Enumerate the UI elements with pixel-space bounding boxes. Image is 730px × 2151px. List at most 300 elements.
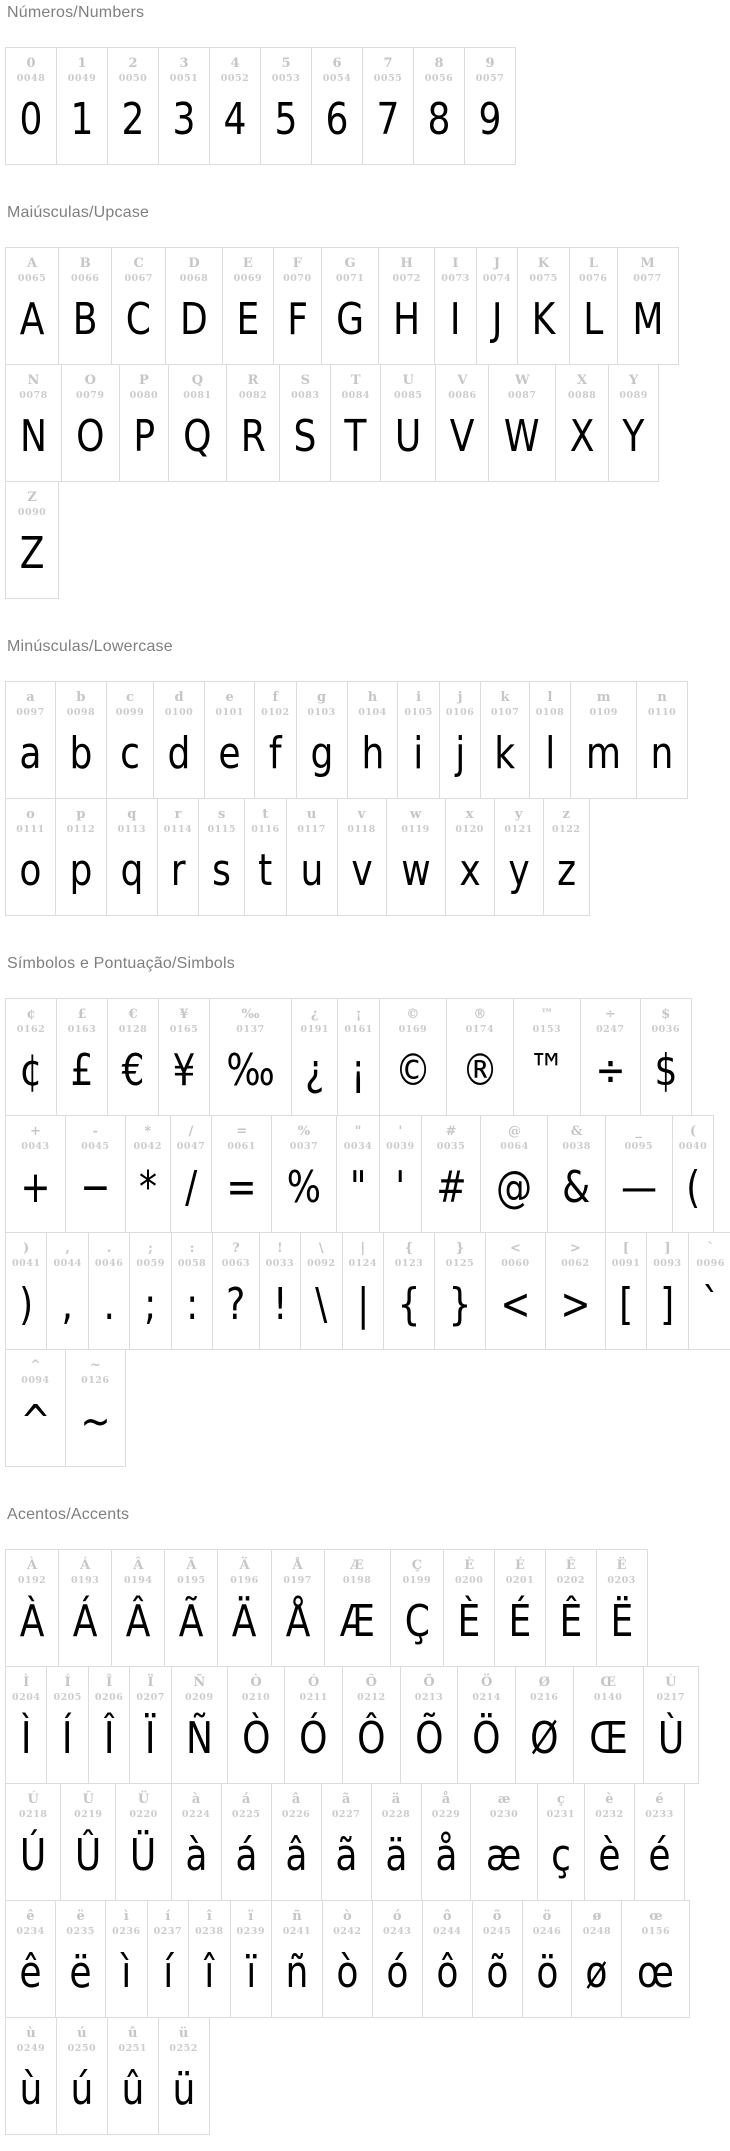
font-glyph: o xyxy=(19,845,42,896)
unicode-code: 0207 xyxy=(136,1692,165,1703)
glyph-cell xyxy=(362,47,414,165)
glyph-cell xyxy=(688,1232,730,1350)
glyph-cell xyxy=(555,364,609,482)
font-glyph: { xyxy=(397,1279,421,1330)
unicode-code: 0201 xyxy=(505,1575,535,1586)
glyph-cell xyxy=(271,1783,322,1901)
font-glyph: v xyxy=(350,845,373,896)
font-glyph: A xyxy=(19,294,45,345)
font-glyph: Í xyxy=(62,1713,74,1764)
glyph-section xyxy=(5,1505,730,2135)
font-glyph: 6 xyxy=(325,94,349,145)
glyph-cell xyxy=(157,798,199,916)
glyph-cell xyxy=(5,1783,61,1901)
font-glyph: T xyxy=(344,411,367,462)
glyph-cell xyxy=(5,1349,66,1467)
reference-glyph: l xyxy=(547,690,553,705)
glyph-cell xyxy=(296,681,348,799)
reference-glyph: ÷ xyxy=(604,1007,616,1022)
reference-glyph: ^ xyxy=(29,1358,41,1373)
unicode-code: 0076 xyxy=(579,273,608,284)
glyph-cell xyxy=(330,364,381,482)
glyph-section xyxy=(5,954,730,1467)
reference-glyph: Y xyxy=(628,373,639,388)
font-glyph: H xyxy=(393,294,421,345)
glyph-cell xyxy=(337,998,379,1116)
unicode-code: 0105 xyxy=(404,707,433,718)
reference-glyph: å xyxy=(441,1792,451,1807)
reference-glyph: Æ xyxy=(350,1558,364,1573)
reference-glyph: 9 xyxy=(485,56,495,71)
glyph-cell xyxy=(5,1115,66,1233)
glyph-cell xyxy=(158,998,210,1116)
reference-glyph: ¥ xyxy=(179,1007,189,1022)
font-glyph: b xyxy=(69,728,93,779)
reference-glyph: ¿ xyxy=(310,1007,319,1022)
unicode-code: 0234 xyxy=(16,1926,45,1937)
glyph-cell xyxy=(198,798,245,916)
glyph-cell xyxy=(171,1783,222,1901)
font-glyph: û xyxy=(121,2064,145,2115)
glyph-row xyxy=(5,1783,730,1901)
reference-glyph: E xyxy=(242,256,253,271)
reference-glyph: Ú xyxy=(27,1792,39,1807)
reference-glyph: 4 xyxy=(230,56,240,71)
unicode-code: 0161 xyxy=(344,1024,373,1035)
unicode-code: 0245 xyxy=(482,1926,512,1937)
glyph-cell xyxy=(105,1900,147,2018)
font-glyph: ï xyxy=(245,1947,256,1998)
glyph-row xyxy=(5,364,730,482)
unicode-code: 0174 xyxy=(465,1024,495,1035)
reference-glyph: ë xyxy=(76,1909,85,1924)
unicode-code: 0220 xyxy=(129,1809,158,1820)
glyph-cell xyxy=(279,364,331,482)
glyph-row xyxy=(5,998,730,1116)
font-glyph: æ xyxy=(486,1830,522,1881)
glyph-cell xyxy=(522,1900,573,2018)
reference-glyph: X xyxy=(577,373,588,388)
glyph-cell xyxy=(543,798,590,916)
glyph-cell xyxy=(537,1783,585,1901)
glyph-cell xyxy=(259,1232,301,1350)
reference-glyph: D xyxy=(188,256,200,271)
font-glyph: t xyxy=(258,845,273,896)
unicode-code: 0204 xyxy=(12,1692,41,1703)
reference-glyph: t xyxy=(262,807,269,822)
glyph-cell xyxy=(386,798,446,916)
glyph-cell xyxy=(88,1666,130,1784)
glyph-cell xyxy=(605,1232,647,1350)
font-glyph: h xyxy=(361,728,384,779)
unicode-code: 0049 xyxy=(67,73,97,84)
reference-glyph: ™ xyxy=(540,1007,554,1022)
glyph-cell xyxy=(5,1232,47,1350)
glyph-cell xyxy=(158,2017,210,2135)
reference-glyph: Ò xyxy=(250,1675,262,1690)
font-glyph: Ó xyxy=(299,1713,328,1764)
unicode-code: 0110 xyxy=(647,707,677,718)
unicode-code: 0229 xyxy=(431,1809,461,1820)
font-glyph: ® xyxy=(461,1045,498,1096)
glyph-cell xyxy=(434,247,476,365)
glyph-row xyxy=(5,1232,730,1350)
glyph-cell xyxy=(480,1115,548,1233)
font-glyph: ( xyxy=(685,1162,701,1213)
unicode-code: 0075 xyxy=(529,273,558,284)
unicode-code: 0097 xyxy=(16,707,45,718)
reference-glyph: { xyxy=(404,1241,414,1256)
font-glyph: − xyxy=(80,1162,111,1213)
font-glyph: ô xyxy=(436,1947,459,1998)
reference-glyph: r xyxy=(174,807,182,822)
glyph-cell xyxy=(488,364,556,482)
reference-glyph: Ã xyxy=(186,1558,197,1573)
reference-glyph: ; xyxy=(148,1241,153,1256)
reference-glyph: ú xyxy=(77,2026,87,2041)
font-glyph: ‰ xyxy=(226,1045,275,1096)
glyph-cell xyxy=(443,1549,495,1667)
font-glyph: Ü xyxy=(130,1830,157,1881)
unicode-code: 0033 xyxy=(265,1258,295,1269)
glyph-cell xyxy=(337,798,387,916)
font-glyph: ¡ xyxy=(351,1045,366,1096)
glyph-cell xyxy=(379,1115,421,1233)
glyph-cell xyxy=(485,1232,546,1350)
glyph-cell xyxy=(46,1666,88,1784)
glyph-row xyxy=(5,1349,730,1467)
unicode-code: 0068 xyxy=(179,273,209,284)
unicode-code: 0062 xyxy=(561,1258,590,1269)
reference-glyph: ¢ xyxy=(26,1007,36,1022)
font-glyph: " xyxy=(349,1162,367,1213)
unicode-code: 0118 xyxy=(347,824,376,835)
reference-glyph: í xyxy=(165,1909,171,1924)
reference-glyph: $ xyxy=(661,1007,671,1022)
font-glyph: ç xyxy=(550,1830,571,1881)
glyph-cell xyxy=(222,247,274,365)
font-glyph: 5 xyxy=(274,94,298,145)
glyph-cell xyxy=(422,1900,473,2018)
font-glyph: 8 xyxy=(427,94,451,145)
unicode-code: 0073 xyxy=(441,273,470,284)
unicode-code: 0233 xyxy=(645,1809,674,1820)
glyph-cell xyxy=(55,798,107,916)
reference-glyph: ò xyxy=(342,1909,352,1924)
glyph-cell xyxy=(221,1783,272,1901)
font-glyph: Æ xyxy=(339,1596,375,1647)
font-glyph: E xyxy=(236,294,260,345)
glyph-cell xyxy=(643,1666,699,1784)
glyph-table xyxy=(5,1549,730,2135)
unicode-code: 0242 xyxy=(333,1926,362,1937)
unicode-code: 0251 xyxy=(118,2043,147,2054)
reference-glyph: Ë xyxy=(616,1558,627,1573)
reference-glyph: : xyxy=(189,1241,195,1256)
unicode-code: 0045 xyxy=(81,1141,110,1152)
unicode-code: 0237 xyxy=(153,1926,183,1937)
font-glyph: ? xyxy=(226,1279,246,1330)
font-glyph: ¢ xyxy=(19,1045,43,1096)
unicode-code: 0203 xyxy=(607,1575,636,1586)
unicode-code: 0247 xyxy=(596,1024,625,1035)
unicode-code: 0137 xyxy=(236,1024,265,1035)
reference-glyph: ü xyxy=(178,2026,189,2041)
glyph-cell xyxy=(5,681,56,799)
unicode-code: 0091 xyxy=(611,1258,641,1269)
font-glyph: D xyxy=(180,294,208,345)
reference-glyph: # xyxy=(445,1124,457,1139)
section-title: Acentos/Accents xyxy=(7,1506,130,1523)
font-glyph: Î xyxy=(103,1713,115,1764)
glyph-cell xyxy=(634,1783,685,1901)
reference-glyph: M xyxy=(640,256,655,271)
glyph-cell xyxy=(106,798,158,916)
unicode-code: 0078 xyxy=(19,390,48,401)
reference-glyph: Ø xyxy=(538,1675,550,1690)
reference-glyph: Ù xyxy=(665,1675,677,1690)
unicode-code: 0202 xyxy=(556,1575,586,1586)
unicode-code: 0124 xyxy=(348,1258,377,1269)
glyph-row xyxy=(5,1115,730,1233)
unicode-code: 0165 xyxy=(169,1024,199,1035)
glyph-section xyxy=(5,637,730,916)
font-glyph: V xyxy=(450,411,475,462)
font-glyph: & xyxy=(562,1162,591,1213)
unicode-code: 0059 xyxy=(136,1258,165,1269)
reference-glyph: W xyxy=(514,373,530,388)
glyph-cell xyxy=(517,247,570,365)
font-glyph: ê xyxy=(19,1947,42,1998)
reference-glyph: I xyxy=(452,256,459,271)
font-glyph: ^ xyxy=(20,1396,51,1447)
unicode-code: 0212 xyxy=(357,1692,386,1703)
unicode-code: 0122 xyxy=(552,824,581,835)
reference-glyph: î xyxy=(206,1909,212,1924)
reference-glyph: Z xyxy=(27,490,37,505)
font-glyph: à xyxy=(185,1830,208,1881)
glyph-table xyxy=(5,998,730,1467)
reference-glyph: V xyxy=(457,373,468,388)
section-title: Minúsculas/Lowercase xyxy=(7,638,173,655)
font-glyph: Û xyxy=(75,1830,102,1881)
glyph-cell xyxy=(584,1783,635,1901)
unicode-code: 0121 xyxy=(504,824,533,835)
font-glyph: q xyxy=(120,845,144,896)
glyph-cell xyxy=(211,1115,272,1233)
unicode-code: 0044 xyxy=(53,1258,82,1269)
unicode-code: 0216 xyxy=(530,1692,559,1703)
reference-glyph: Ì xyxy=(23,1675,30,1690)
glyph-cell xyxy=(273,247,322,365)
glyph-cell xyxy=(640,998,692,1116)
font-glyph: d xyxy=(167,728,191,779)
font-glyph: Á xyxy=(72,1596,98,1647)
unicode-code: 0047 xyxy=(176,1141,206,1152)
glyph-cell xyxy=(271,1115,337,1233)
font-glyph: ø xyxy=(585,1947,608,1998)
glyph-cell xyxy=(129,1666,171,1784)
unicode-code: 0038 xyxy=(562,1141,591,1152)
unicode-code: 0252 xyxy=(169,2043,198,2054)
reference-glyph: ? xyxy=(232,1241,240,1256)
unicode-code: 0048 xyxy=(16,73,46,84)
reference-glyph: Ñ xyxy=(193,1675,206,1690)
font-glyph: Ö xyxy=(472,1713,501,1764)
unicode-code: 0219 xyxy=(74,1809,103,1820)
font-glyph: Q xyxy=(183,411,212,462)
unicode-code: 0064 xyxy=(500,1141,529,1152)
font-glyph: = xyxy=(226,1162,257,1213)
glyph-cell xyxy=(547,1115,605,1233)
reference-glyph: è xyxy=(605,1792,614,1807)
glyph-cell xyxy=(322,1900,373,2018)
reference-glyph: R xyxy=(247,373,259,388)
font-glyph: ' xyxy=(395,1162,406,1213)
font-glyph: u xyxy=(300,845,324,896)
reference-glyph: _ xyxy=(635,1124,643,1139)
glyph-cell xyxy=(5,364,62,482)
reference-glyph: Ó xyxy=(308,1675,320,1690)
glyph-cell xyxy=(5,1666,47,1784)
font-glyph: L xyxy=(583,294,604,345)
reference-glyph: £ xyxy=(77,1007,87,1022)
unicode-code: 0072 xyxy=(392,273,421,284)
unicode-code: 0081 xyxy=(183,390,212,401)
unicode-code: 0209 xyxy=(185,1692,214,1703)
font-glyph: á xyxy=(235,1830,258,1881)
reference-glyph: u xyxy=(306,807,317,822)
unicode-code: 0096 xyxy=(696,1258,725,1269)
glyph-cell xyxy=(513,998,581,1116)
unicode-code: 0052 xyxy=(220,73,250,84)
reference-glyph: ä xyxy=(391,1792,401,1807)
font-glyph: Ç xyxy=(404,1596,430,1647)
glyph-cell xyxy=(209,998,292,1116)
glyph-cell xyxy=(58,247,112,365)
glyph-cell xyxy=(260,47,312,165)
reference-glyph: ó xyxy=(392,1909,402,1924)
reference-glyph: N xyxy=(27,373,40,388)
reference-glyph: = xyxy=(236,1124,248,1139)
glyph-cell xyxy=(46,1232,88,1350)
font-glyph: ¥ xyxy=(172,1045,196,1096)
glyph-cell xyxy=(5,247,59,365)
font-glyph: P xyxy=(132,411,155,462)
reference-glyph: œ xyxy=(649,1909,663,1924)
font-glyph: œ xyxy=(637,1947,675,1998)
section-title: Números/Numbers xyxy=(7,4,145,21)
glyph-cell xyxy=(65,1349,126,1467)
glyph-cell xyxy=(529,681,571,799)
font-glyph: } xyxy=(448,1279,472,1330)
section-title: Maiúsculas/Upcase xyxy=(7,204,150,221)
glyph-cell xyxy=(5,47,57,165)
reference-glyph: L xyxy=(588,256,598,271)
glyph-cell xyxy=(244,798,286,916)
unicode-code: 0246 xyxy=(532,1926,562,1937)
glyph-section xyxy=(5,3,730,165)
reference-glyph: 5 xyxy=(281,56,291,71)
font-glyph: + xyxy=(20,1162,51,1213)
reference-glyph: J xyxy=(493,256,500,271)
font-glyph: 0 xyxy=(19,94,43,145)
reference-glyph: 1 xyxy=(77,56,87,71)
font-glyph: % xyxy=(286,1162,322,1213)
font-glyph: ò xyxy=(336,1947,359,1998)
unicode-code: 0066 xyxy=(70,273,100,284)
glyph-cell xyxy=(605,1115,673,1233)
glyph-cell xyxy=(227,1666,286,1784)
reference-glyph: Á xyxy=(80,1558,91,1573)
unicode-code: 0214 xyxy=(472,1692,501,1703)
reference-glyph: ì xyxy=(123,1909,129,1924)
unicode-code: 0063 xyxy=(221,1258,251,1269)
reference-glyph: Õ xyxy=(423,1675,435,1690)
font-glyph: R xyxy=(240,411,266,462)
reference-glyph: Í xyxy=(64,1675,71,1690)
unicode-code: 0101 xyxy=(215,707,244,718)
reference-glyph: K xyxy=(537,256,550,271)
font-glyph: è xyxy=(598,1830,621,1881)
glyph-cell xyxy=(421,1783,472,1901)
glyph-cell xyxy=(88,1232,130,1350)
font-glyph: < xyxy=(500,1279,531,1330)
reference-glyph: à xyxy=(191,1792,201,1807)
unicode-code: 0055 xyxy=(373,73,403,84)
reference-glyph: ) xyxy=(23,1241,30,1256)
reference-glyph: a xyxy=(26,690,35,705)
unicode-code: 0069 xyxy=(233,273,263,284)
font-glyph: ì xyxy=(121,1947,132,1998)
glyph-cell xyxy=(153,681,205,799)
font-glyph: n xyxy=(650,728,674,779)
font-glyph: È xyxy=(457,1596,481,1647)
glyph-cell xyxy=(106,681,154,799)
unicode-code: 0041 xyxy=(12,1258,41,1269)
unicode-code: 0071 xyxy=(335,273,365,284)
glyph-cell xyxy=(324,1549,391,1667)
font-glyph: Ø xyxy=(530,1713,559,1764)
reference-glyph: C xyxy=(133,256,144,271)
unicode-code: 0210 xyxy=(241,1692,271,1703)
font-glyph: W xyxy=(504,411,541,462)
unicode-code: 0196 xyxy=(230,1575,259,1586)
font-glyph: ñ xyxy=(285,1947,309,1998)
unicode-code: 0070 xyxy=(283,273,312,284)
font-glyph: i xyxy=(413,728,424,779)
glyph-cell xyxy=(321,247,379,365)
font-glyph: £ xyxy=(70,1045,94,1096)
unicode-code: 0083 xyxy=(291,390,320,401)
reference-glyph: â xyxy=(291,1792,301,1807)
font-glyph: $ xyxy=(654,1045,678,1096)
unicode-code: 0046 xyxy=(94,1258,124,1269)
glyph-cell xyxy=(494,798,544,916)
glyph-cell xyxy=(379,998,447,1116)
unicode-code: 0218 xyxy=(18,1809,48,1820)
glyph-cell xyxy=(372,1900,423,2018)
font-glyph: Ô xyxy=(357,1713,386,1764)
glyph-cell xyxy=(56,998,108,1116)
font-glyph: . xyxy=(103,1279,115,1330)
font-glyph: 4 xyxy=(223,94,247,145)
font-glyph: M xyxy=(631,294,664,345)
reference-glyph: É xyxy=(515,1558,525,1573)
glyph-cell xyxy=(300,1232,342,1350)
unicode-code: 0248 xyxy=(582,1926,612,1937)
reference-glyph: h xyxy=(367,690,378,705)
